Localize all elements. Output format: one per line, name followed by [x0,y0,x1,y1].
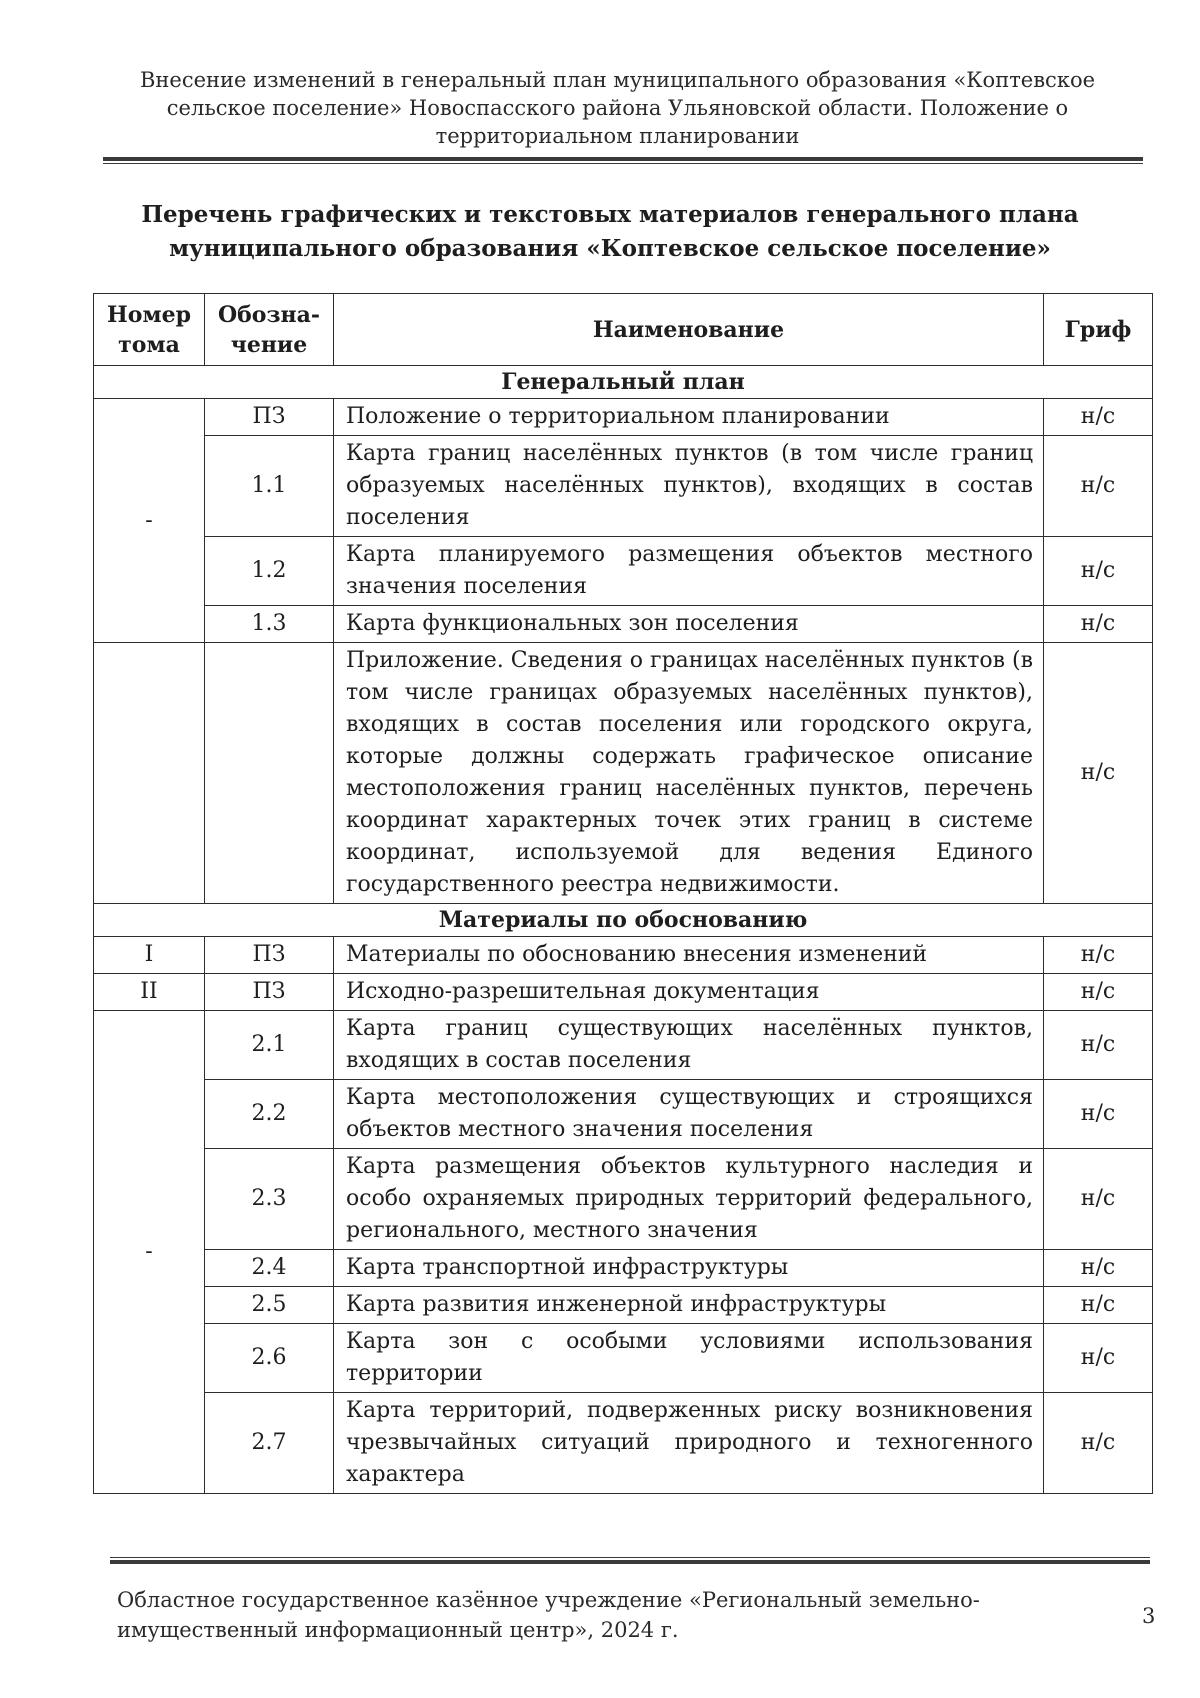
code-cell: ПЗ [205,399,334,436]
table-row [94,1324,1153,1393]
header-volume-line-1: Номер [107,301,191,328]
stamp-cell: н/с [1044,643,1153,904]
title-line-2: муниципального образования «Коптевское сельское поселение» [169,235,1051,262]
stamp-cell: н/с [1044,606,1153,643]
footer-rule-thin [110,1557,1150,1558]
code-cell: 1.1 [205,436,334,537]
code-cell: 2.5 [205,1287,334,1324]
table-row [94,537,1153,606]
volume-cell: I [94,937,205,974]
header-volume-line-2: тома [118,331,180,358]
table-row [94,1250,1153,1287]
name-cell: Приложение. Сведения о границах населённых пунктов (в том числе границах образуемых населённых пунктов), входящих в состав поселения или городского округа, которые должны содержать графическое описание местоположения границ населённых пунктов, перечень координат характерных точек этих границ в системе координат, используемой для ведения Единого государственного реестра недвижимости. [334,643,1044,904]
stamp-cell: н/с [1044,436,1153,537]
stamp-cell: н/с [1044,974,1153,1011]
stamp-cell: н/с [1044,937,1153,974]
code-cell: 1.3 [205,606,334,643]
code-cell: 2.2 [205,1080,334,1149]
code-cell: 2.4 [205,1250,334,1287]
header-stamp: Гриф [1044,294,1153,366]
code-cell: 2.6 [205,1324,334,1393]
name-cell: Карта зон с особыми условиями использования территории [334,1324,1044,1393]
title-line-1: Перечень графических и текстовых материалов генерального плана [141,201,1079,228]
table-row [94,1287,1153,1324]
page-number: 3 [1142,1604,1156,1628]
table-row [94,1080,1153,1149]
header-name: Наименование [334,294,1044,366]
section-row [94,366,1153,399]
name-cell: Карта размещения объектов культурного наследия и особо охраняемых природных территорий федерального, регионального, местного значения [334,1149,1044,1250]
name-cell: Карта границ существующих населённых пунктов, входящих в состав поселения [334,1011,1044,1080]
stamp-cell: н/с [1044,1250,1153,1287]
page-footer: Областное государственное казённое учреждение «Региональный земельно-имущественный информационный центр», 2024 г. [117,1588,980,1642]
table-row [94,606,1153,643]
name-cell: Исходно-разрешительная документация [334,974,1044,1011]
header-code-line-1: Обозна- [217,301,321,328]
table-row [94,937,1153,974]
name-cell: Карта развития инженерной инфраструктуры [334,1287,1044,1324]
volume-cell: - [94,1011,205,1494]
code-cell: 2.7 [205,1393,334,1494]
code-cell: ПЗ [205,937,334,974]
code-cell: 2.3 [205,1149,334,1250]
code-cell: 1.2 [205,537,334,606]
document-title [140,198,1080,266]
name-cell: Карта функциональных зон поселения [334,606,1044,643]
volume-cell-empty [94,643,205,904]
section-title-justification: Материалы по обоснованию [94,904,1153,937]
volume-cell: - [94,399,205,643]
header-rule-thin [103,163,1143,164]
stamp-cell: н/с [1044,1149,1153,1250]
materials-table [93,293,1153,1494]
name-cell: Карта местоположения существующих и строящихся объектов местного значения поселения [334,1080,1044,1149]
stamp-cell: н/с [1044,537,1153,606]
code-cell: ПЗ [205,974,334,1011]
stamp-cell: н/с [1044,399,1153,436]
name-cell: Карта территорий, подверженных риску возникновения чрезвычайных ситуаций природного и техногенного характера [334,1393,1044,1494]
table-row [94,399,1153,436]
page-header: Внесение изменений в генеральный план муниципального образования «Коптевское сельское поселение» Новоспасского района Ульяновской области. Положение о территориальном планировании [139,68,1096,148]
table-row [94,1149,1153,1250]
name-cell: Материалы по обоснованию внесения изменений [334,937,1044,974]
name-cell: Карта планируемого размещения объектов местного значения поселения [334,537,1044,606]
table-row [94,1011,1153,1080]
volume-cell: II [94,974,205,1011]
header-volume [94,294,205,366]
footer-rule [110,1560,1150,1564]
stamp-cell: н/с [1044,1393,1153,1494]
name-cell: Карта границ населённых пунктов (в том числе границ образуемых населённых пунктов), входящих в состав поселения [334,436,1044,537]
name-cell: Карта транспортной инфраструктуры [334,1250,1044,1287]
table-header-row [94,294,1153,366]
header-rule [103,157,1143,161]
stamp-cell: н/с [1044,1324,1153,1393]
name-cell: Положение о территориальном планировании [334,399,1044,436]
table-row [94,436,1153,537]
section-title-general-plan: Генеральный план [94,366,1153,399]
table-row [94,974,1153,1011]
stamp-cell: н/с [1044,1080,1153,1149]
stamp-cell: н/с [1044,1287,1153,1324]
header-code [205,294,334,366]
section-row [94,904,1153,937]
table-row [94,643,1153,904]
stamp-cell: н/с [1044,1011,1153,1080]
table-row [94,1393,1153,1494]
code-cell [205,643,334,904]
code-cell: 2.1 [205,1011,334,1080]
header-code-line-2: чение [230,331,308,358]
